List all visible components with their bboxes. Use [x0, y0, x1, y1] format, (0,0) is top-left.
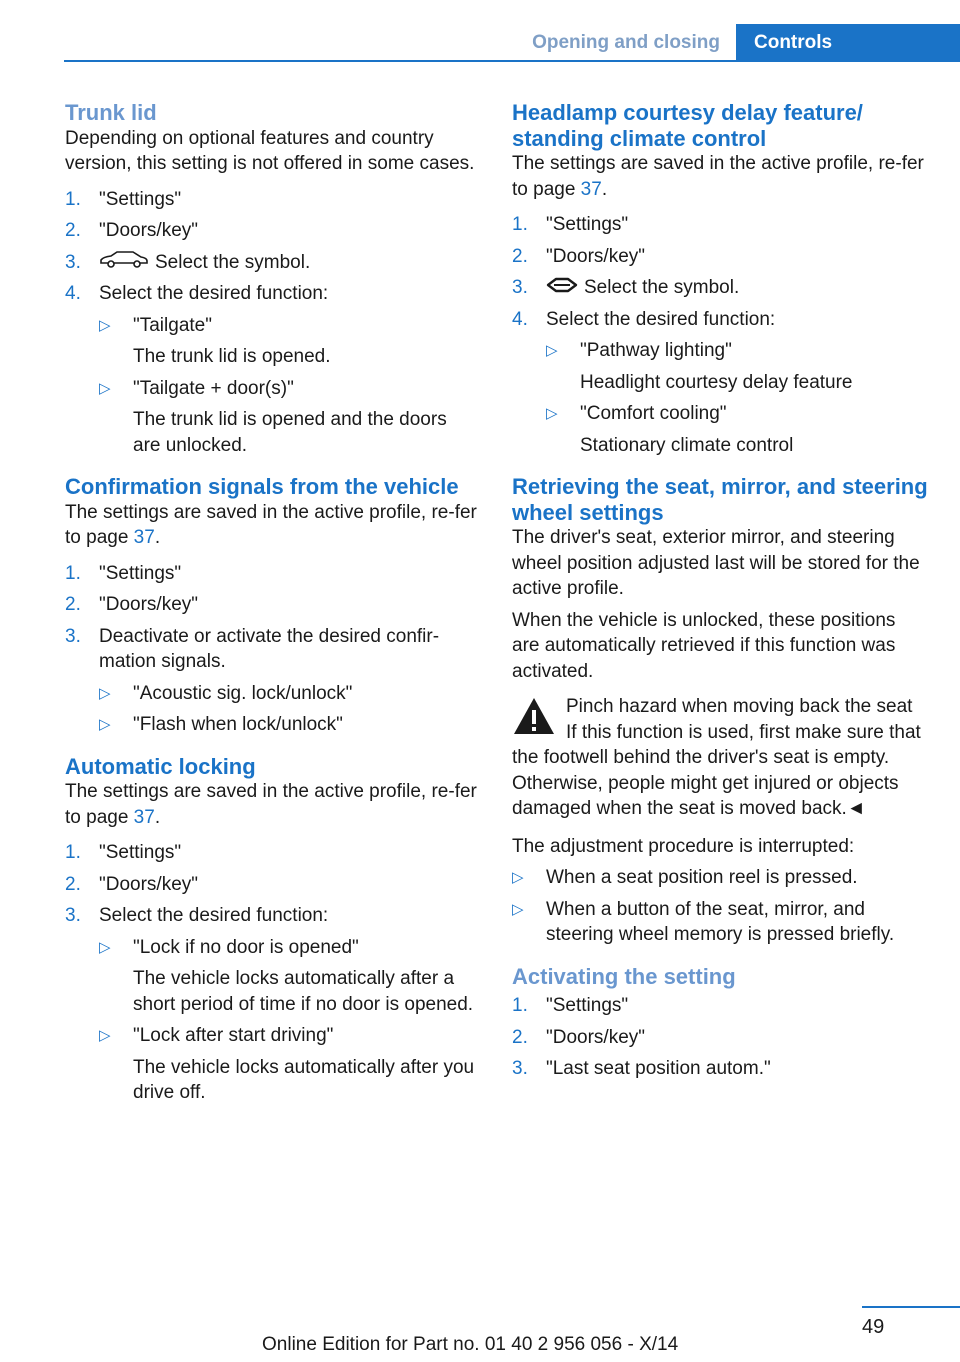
automatic-locking-heading: Automatic locking [65, 753, 256, 779]
retrieving-settings-heading: Retrieving the seat, mirror, and steering wheel settings [512, 474, 928, 525]
list-item: ▷ "Tailgate" The trunk lid is opened. [99, 314, 331, 368]
list-item: ▷ "Pathway lighting" Headlight courtesy delay feature [546, 340, 853, 393]
list-item: ▷ "Acoustic sig. lock/unlock" [99, 681, 479, 707]
headlamp-intro: The settings are saved in the active profile, re-fer to page 37. [512, 153, 924, 200]
triangle-bullet-icon: ▷ [99, 716, 111, 734]
footer-rule [862, 1306, 960, 1308]
trunk-lid-section [65, 100, 479, 458]
list-item: ▷ When a button of the seat, mirror, and steering wheel memory is pressed briefly. [512, 898, 895, 946]
confirmation-options [99, 681, 479, 738]
list-item: 4. Select the desired function: ▷ "Pathway lighting" Headlight courtesy delay feature ▷ "Comfort cooling" Stationary climate control [512, 307, 928, 459]
left-column [65, 100, 479, 1122]
triangle-bullet-icon: ▷ [99, 684, 111, 702]
headlight-icon [546, 275, 578, 301]
list-item: 1. "Settings" [65, 188, 182, 210]
page-reference-link[interactable]: 37 [133, 806, 155, 828]
page-header [0, 24, 960, 62]
list-item: ▷ "Flash when lock/unlock" [99, 712, 479, 738]
activating-steps [512, 993, 928, 1082]
footer-edition: Online Edition for Part no. 01 40 2 956 056 - X/14 [262, 1334, 679, 1355]
list-item: 2. "Doors/key" [512, 1026, 646, 1048]
triangle-bullet-icon: ▷ [99, 1027, 111, 1045]
retrieving-paragraph-2: When the vehicle is unlocked, these positions are automatically retrieved if this function was activated. [512, 609, 896, 682]
confirmation-intro: The settings are saved in the active profile, re-fer to page 37. [65, 501, 477, 549]
automatic-locking-steps [65, 840, 479, 1106]
list-item: 4. Select the desired function: ▷ "Tailgate" The trunk lid is opened. ▷ "Tailgate + door(s)" The trunk lid is opened and the doors are unlocked. [65, 281, 479, 458]
right-column [512, 100, 928, 1098]
confirmation-signals-heading: Confirmation signals from the vehicle [65, 474, 459, 500]
header-section-title: Opening and closing [532, 32, 720, 53]
trunk-lid-intro: Depending on optional features and country version, this setting is not offered in some cases. [65, 127, 475, 174]
triangle-bullet-icon: ▷ [99, 938, 111, 956]
list-item: 1. "Settings" [512, 214, 629, 235]
list-item: 3. Select the symbol. [65, 250, 479, 276]
headlamp-options [546, 338, 928, 458]
list-item: 1. "Settings" [65, 842, 182, 864]
headlamp-section [512, 100, 928, 458]
interrupt-intro: The adjustment procedure is interrupted: [512, 835, 855, 857]
header-chapter-tab: Controls [736, 24, 960, 62]
warning-box [512, 694, 928, 822]
triangle-bullet-icon: ▷ [512, 869, 524, 887]
activating-setting-heading: Activating the setting [512, 963, 736, 989]
headlamp-heading: Headlamp courtesy delay feature/ standing climate control [512, 100, 863, 151]
automatic-locking-options [99, 935, 479, 1106]
trunk-lid-options [99, 313, 479, 459]
list-item: ▷ "Lock after start driving" The vehicle locks automatically after you drive off. [99, 1025, 475, 1104]
triangle-bullet-icon: ▷ [99, 316, 111, 334]
page-number: 49 [862, 1316, 885, 1338]
list-item: 3. Select the symbol. [512, 275, 928, 301]
page-reference-link[interactable]: 37 [580, 178, 602, 200]
automatic-locking-section [65, 754, 479, 1106]
triangle-bullet-icon: ▷ [546, 405, 558, 423]
list-item: ▷ When a seat position reel is pressed. [512, 865, 928, 891]
list-item: 1. "Settings" [512, 995, 629, 1017]
trunk-lid-heading: Trunk lid [65, 100, 157, 125]
trunk-lid-steps [65, 187, 479, 459]
triangle-bullet-icon: ▷ [546, 342, 558, 360]
triangle-bullet-icon: ▷ [512, 900, 524, 918]
list-item: 2. "Doors/key" [65, 594, 199, 616]
list-item: 2. "Doors/key" [65, 220, 199, 241]
headlamp-steps [512, 212, 928, 458]
list-item: 3. Deactivate or activate the desired confir-mation signals. ▷ "Acoustic sig. lock/unlock" ▷ "Flash when lock/unlock" [65, 624, 479, 738]
interrupt-list [512, 865, 928, 948]
list-item: 2. "Doors/key" [65, 873, 199, 895]
list-item: 1. "Settings" [65, 562, 182, 584]
list-item: 3. Select the desired function: ▷ "Lock if no door is opened" The vehicle locks automatically after a short period of time if no door is opened. ▷ "Lock after start driving" The vehicle locks automatically after you drive off. [65, 903, 479, 1106]
list-item: ▷ "Tailgate + door(s)" The trunk lid is opened and the doors are unlocked. [99, 377, 447, 456]
car-icon [99, 250, 149, 276]
confirmation-steps [65, 561, 479, 738]
list-item: ▷ "Lock if no door is opened" The vehicle locks automatically after a short period of time if no door is opened. [99, 936, 474, 1015]
activating-setting-section [512, 964, 928, 1082]
confirmation-signals-section [65, 474, 479, 738]
list-item: 2. "Doors/key" [512, 245, 646, 267]
retrieving-settings-section [512, 474, 928, 948]
warning-triangle-icon [512, 696, 556, 736]
warning-body: If this function is used, first make sure that the footwell behind the driver's seat is empty. Otherwise, people might get injured or objects damaged when the seat is moved back.◄ [512, 721, 921, 820]
automatic-locking-intro: The settings are saved in the active profile, re-fer to page 37. [65, 781, 477, 828]
list-item: ▷ "Comfort cooling" Stationary climate control [546, 403, 794, 456]
page-reference-link[interactable]: 37 [133, 527, 155, 549]
list-item: 3. "Last seat position autom." [512, 1058, 771, 1080]
warning-title: Pinch hazard when moving back the seat [566, 696, 913, 718]
retrieving-paragraph-1: The driver's seat, exterior mirror, and steering wheel position adjusted last will be stored for the active profile. [512, 527, 920, 600]
triangle-bullet-icon: ▷ [99, 379, 111, 397]
